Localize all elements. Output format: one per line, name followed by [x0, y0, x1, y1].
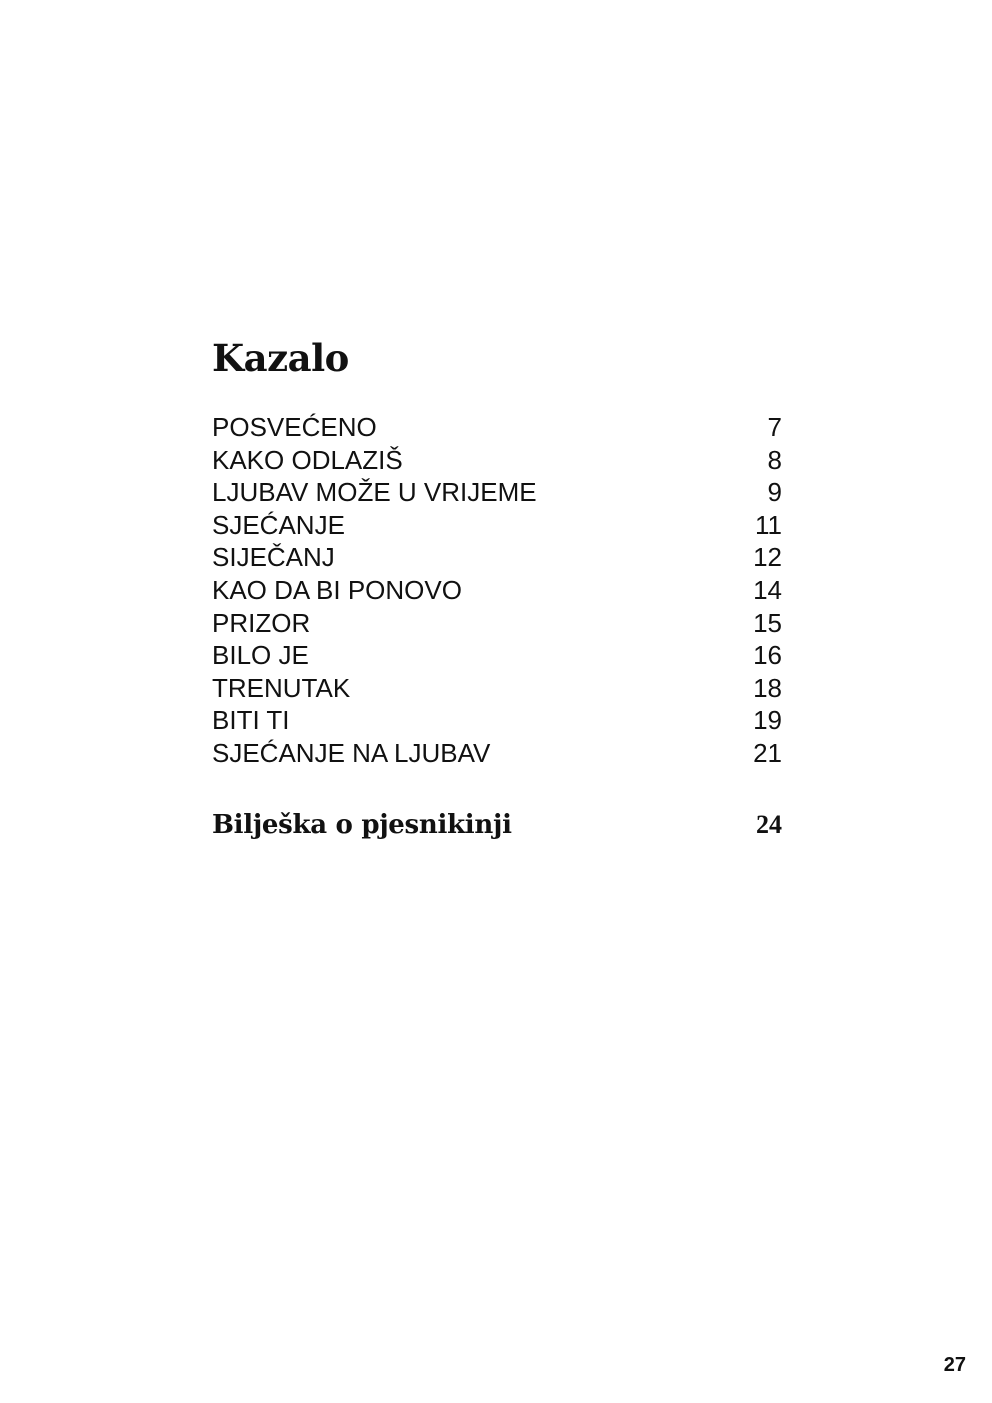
toc-entry	[212, 444, 784, 477]
toc-entry	[212, 672, 784, 705]
toc-entry-page: 15	[753, 607, 782, 638]
table-of-contents	[212, 411, 784, 770]
toc-entry-title: KAKO ODLAZIŠ	[212, 444, 403, 475]
toc-entry-title: SIJEČANJ	[212, 542, 335, 573]
toc-entry	[212, 737, 784, 770]
toc-entry	[212, 574, 784, 607]
toc-entry	[212, 607, 784, 640]
author-note-title: Bilješka o pjesnikinji	[212, 810, 512, 840]
toc-entry-title: BITI TI	[212, 705, 290, 736]
toc-entry	[212, 541, 784, 574]
toc-entry-page: 21	[753, 737, 782, 768]
toc-entry	[212, 476, 784, 509]
toc-entry-title: BILO JE	[212, 640, 309, 671]
toc-entry-title: TRENUTAK	[212, 672, 351, 703]
toc-entry-title: POSVEĆENO	[212, 412, 377, 442]
toc-entry-page: 9	[767, 477, 782, 508]
toc-entry-page: 18	[753, 672, 782, 703]
toc-entry-page: 12	[753, 542, 782, 573]
toc-entry-page: 14	[753, 574, 782, 605]
page-title: Kazalo	[212, 336, 349, 380]
toc-entry-page: 8	[767, 444, 782, 475]
toc-entry-title: KAO DA BI PONOVO	[212, 574, 462, 605]
toc-entry-title: LJUBAV MOŽE U VRIJEME	[212, 477, 537, 508]
toc-entry-title: PRIZOR	[212, 607, 311, 638]
toc-entry-page: 7	[767, 412, 782, 442]
page-number: 27	[943, 1354, 966, 1376]
toc-entry-title: SJEĆANJE	[212, 509, 345, 540]
toc-entry-page: 16	[753, 640, 782, 671]
author-note-entry	[212, 807, 784, 843]
author-note-page: 24	[756, 810, 782, 839]
toc-entry	[212, 639, 784, 672]
toc-entry-page: 19	[753, 705, 782, 736]
toc-entry	[212, 509, 784, 542]
toc-entry-title: SJEĆANJE NA LJUBAV	[212, 737, 491, 768]
toc-entry	[212, 411, 784, 444]
toc-entry-page: 11	[755, 509, 782, 540]
toc-entry	[212, 704, 784, 737]
